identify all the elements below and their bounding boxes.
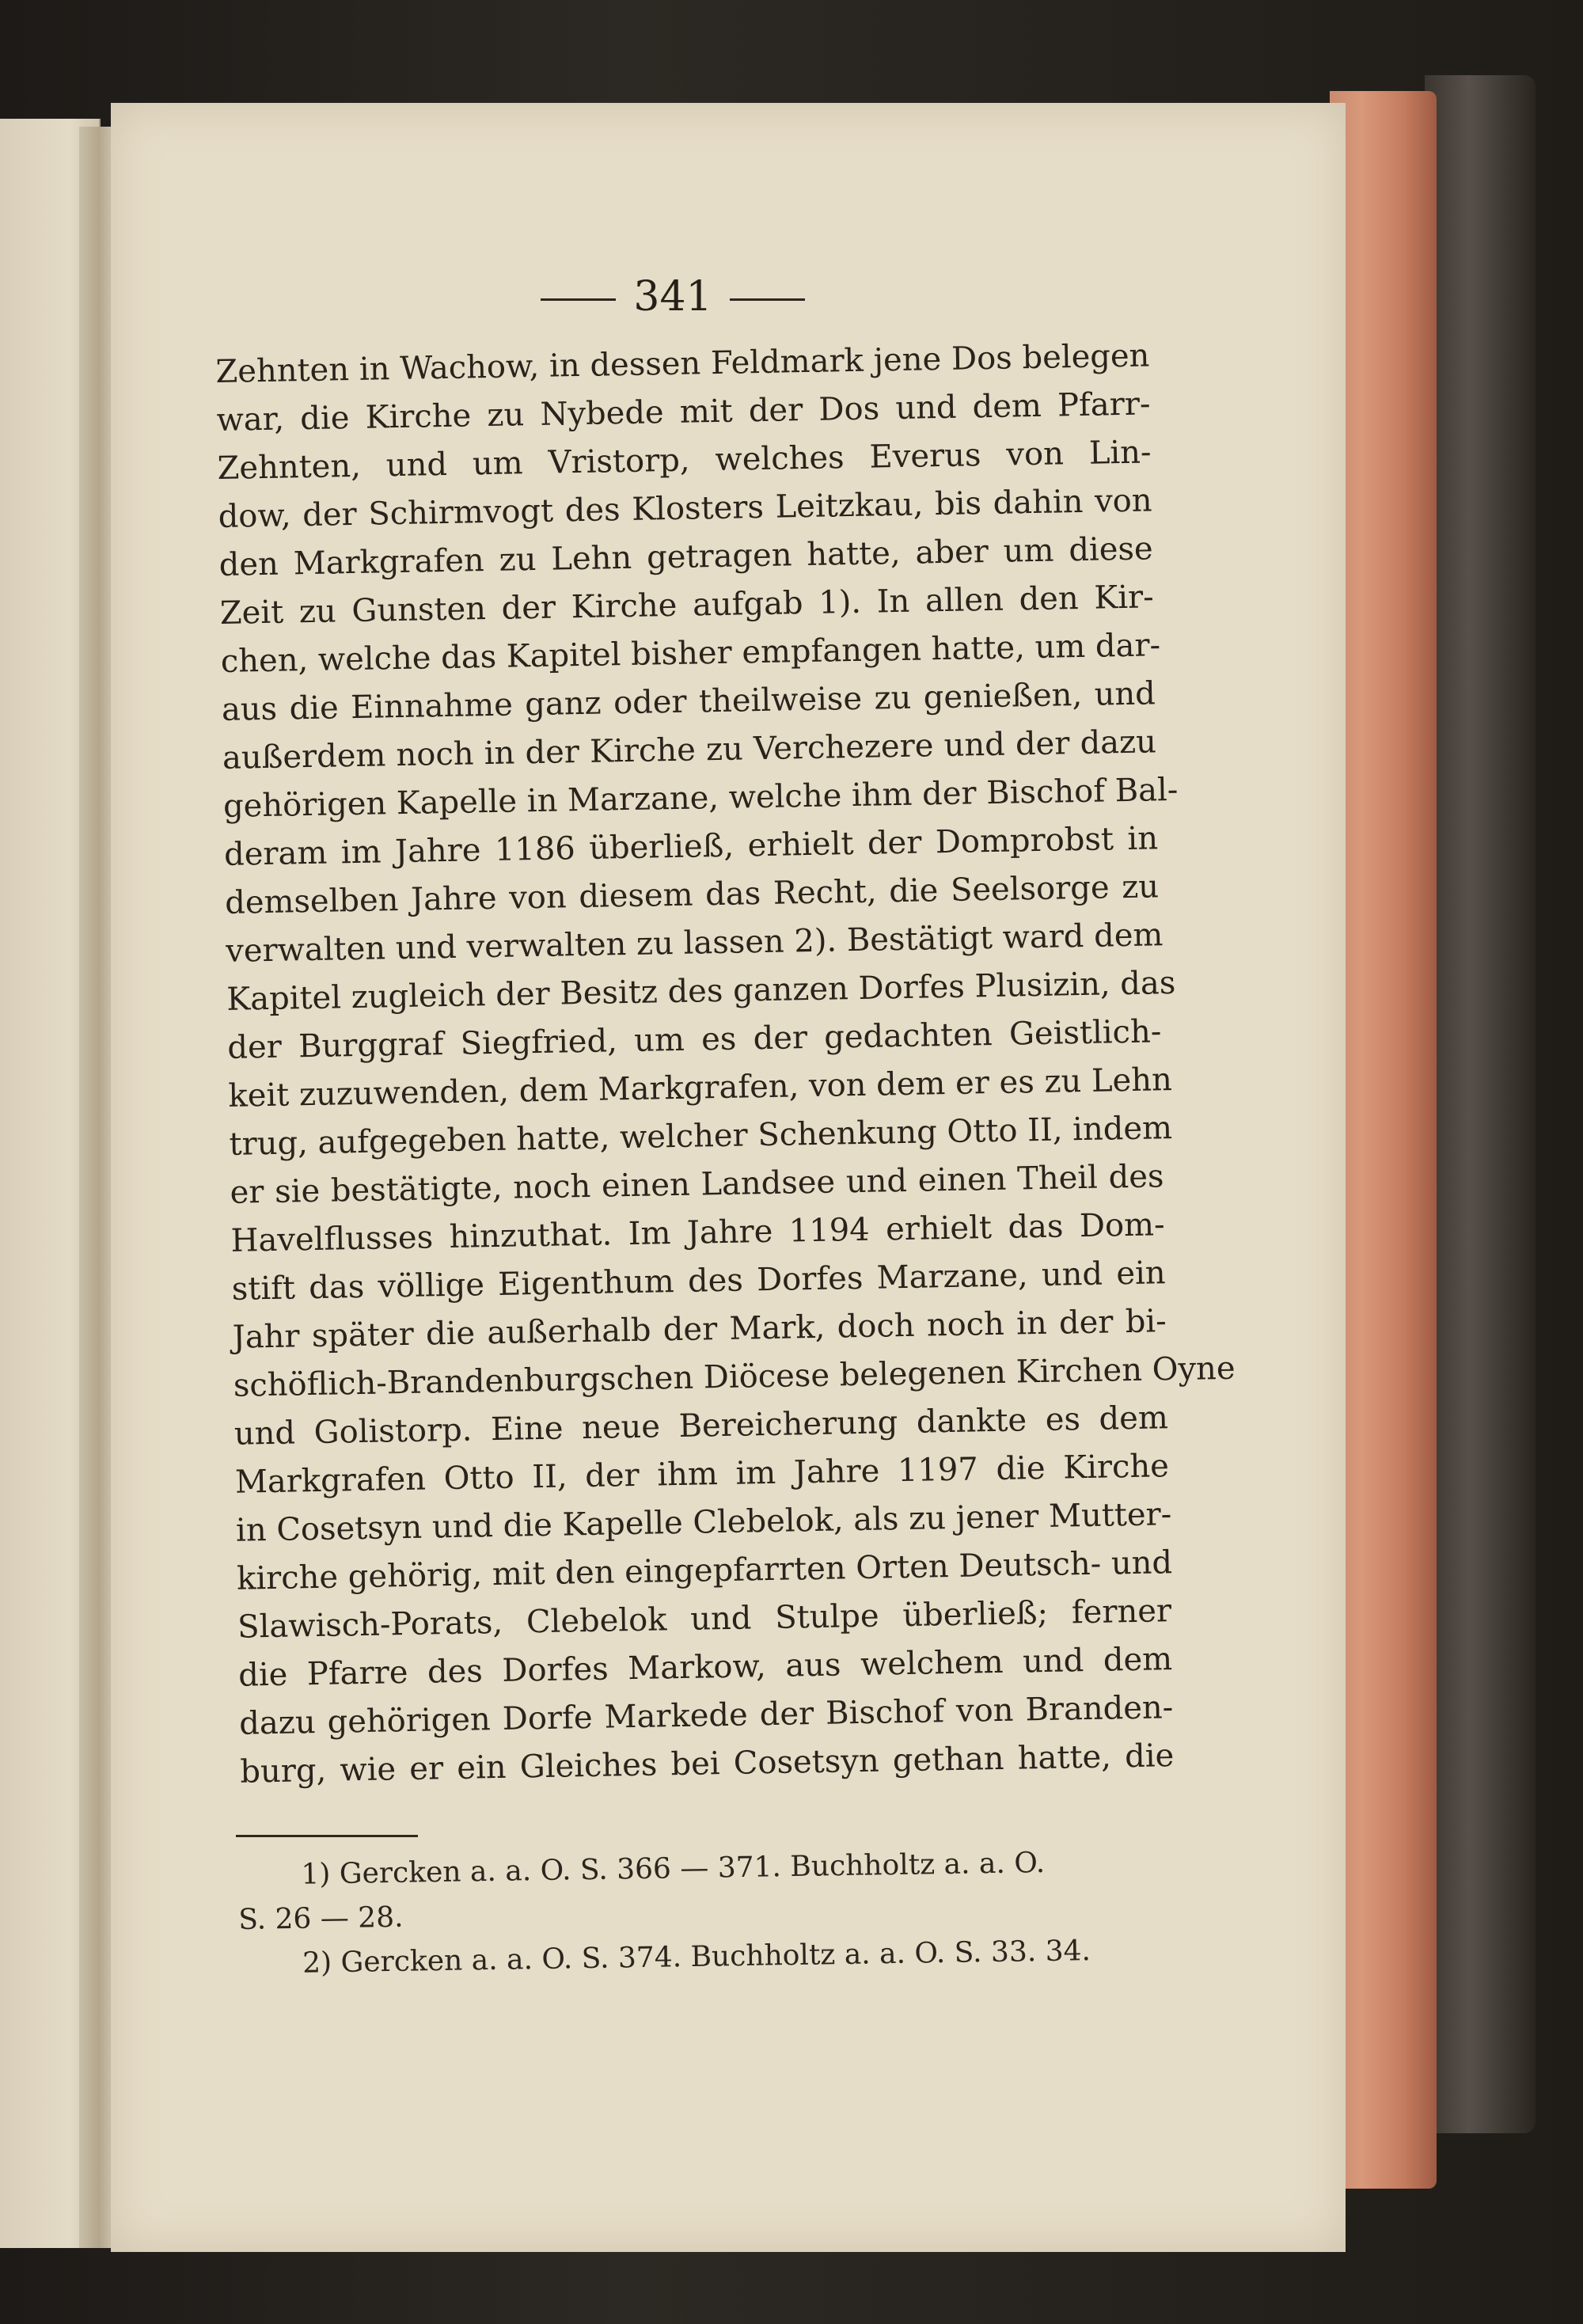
footnotes — [237, 1840, 1149, 1987]
text-line: trug, aufgegeben hatte, welcher Schenkung Otto II, indem — [229, 1110, 1173, 1163]
text-line: er sie bestätigte, noch einen Landsee und einen Theil des — [230, 1158, 1164, 1211]
book-cover-edge — [1425, 75, 1536, 2133]
page-number: 341 — [633, 273, 712, 321]
text-line: in Cosetsyn und die Kapelle Clebelok, als zu jener Mutter- — [235, 1496, 1172, 1549]
text-line: keit zuzuwenden, dem Markgrafen, von dem er es zu Lehn — [228, 1061, 1173, 1115]
text-line: stift das völlige Eigenthum des Dorfes Marzane, und ein — [231, 1255, 1166, 1308]
text-line: aus die Einnahme ganz oder theilweise zu genießen, und — [221, 675, 1156, 728]
text-line: Zehnten, und um Vristorp, welches Everus von Lin- — [217, 434, 1152, 487]
text-line: Slawisch-Porats, Clebelok und Stulpe überließ; ferner — [237, 1593, 1172, 1646]
text-line: dow, der Schirmvogt des Klosters Leitzkau, bis dahin von — [218, 482, 1152, 535]
header-dash-left — [541, 298, 616, 301]
text-line: Kapitel zugleich der Besitz des ganzen Dorfes Plusizin, das — [226, 964, 1176, 1018]
text-line: chen, welche das Kapitel bisher empfangen hatte, um dar- — [220, 627, 1161, 680]
text-line: kirche gehörig, mit den eingepfarrten Orten Deutsch- und — [236, 1544, 1173, 1597]
text-line: gehörigen Kapelle in Marzane, welche ihm der Bischof Bal- — [222, 771, 1179, 825]
body-text — [215, 332, 1236, 1796]
text-line: burg, wie er ein Gleiches bei Cosetsyn gethan hatte, die — [239, 1737, 1175, 1790]
footnote-1-continued: S. 26 — 28. — [237, 1901, 404, 1936]
text-line: verwalten und verwalten zu lassen 2). Bestätigt ward dem — [225, 917, 1164, 970]
text-line: Markgrafen Otto II, der ihm im Jahre 1197 die Kirche — [234, 1448, 1170, 1501]
text-line: dazu gehörigen Dorfe Markede der Bischof von Branden- — [238, 1689, 1174, 1742]
header-dash-right — [730, 298, 805, 301]
text-line: den Markgrafen zu Lehn getragen hatte, aber um diese — [218, 530, 1154, 583]
text-line: schöflich-Brandenburgschen Diöcese belegenen Kirchen Oyne — [233, 1350, 1236, 1404]
text-line: der Burggraf Siegfried, um es der gedachten Geistlich- — [227, 1013, 1162, 1066]
footnote-rule — [236, 1835, 418, 1837]
text-line: die Pfarre des Dorfes Markow, aus welchem und dem — [237, 1641, 1173, 1694]
page-edges — [1330, 91, 1437, 2189]
text-line: demselben Jahre von diesem das Recht, die Seelsorge zu — [224, 868, 1160, 921]
text-line: Havelflusses hinzuthat. Im Jahre 1194 erhielt das Dom- — [230, 1206, 1165, 1259]
footnote-1: 1) Gercken a. a. O. S. 366 — 371. Buchholtz a. a. O. — [301, 1846, 1046, 1891]
text-line: deram im Jahre 1186 überließ, erhielt der Domprobst in — [223, 820, 1159, 873]
text-line: außerdem noch in der Kirche zu Verchezere und der dazu — [222, 723, 1157, 777]
text-line: Zeit zu Gunsten der Kirche aufgab 1). In allen den Kir- — [219, 579, 1155, 632]
text-line: war, die Kirche zu Nybede mit der Dos und dem Pfarr- — [216, 385, 1151, 439]
footnote-2: 2) Gercken a. a. O. S. 374. Buchholtz a. a. O. S. 33. 34. — [302, 1935, 1091, 1980]
text-line: und Golistorp. Eine neue Bereicherung dankte es dem — [233, 1399, 1169, 1452]
text-line: Zehnten in Wachow, in dessen Feldmark jene Dos belegen — [215, 337, 1150, 390]
text-line: Jahr später die außerhalb der Mark, doch noch in der bi- — [232, 1303, 1167, 1356]
page-header — [514, 273, 831, 321]
